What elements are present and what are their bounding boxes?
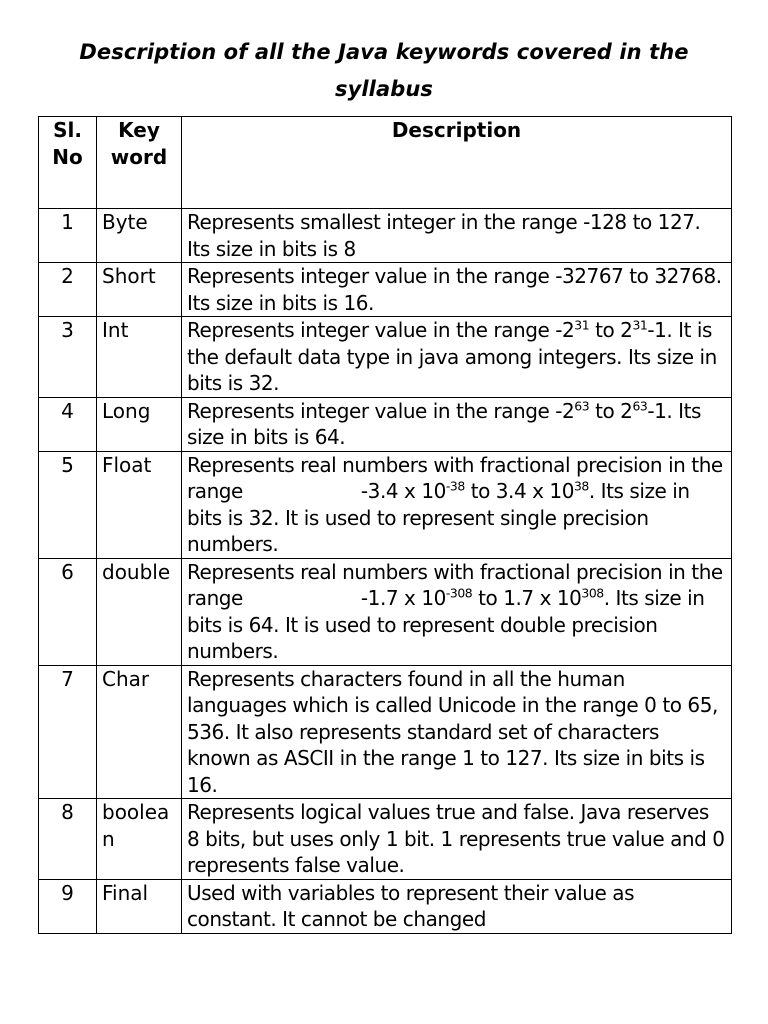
row-sl-no: 5 <box>39 451 97 558</box>
row-description <box>182 665 732 799</box>
row-description <box>182 451 732 558</box>
table-row <box>39 209 732 263</box>
description-text: . Its size in bits is 32. It is used to represent single precision numbers. <box>187 479 690 556</box>
row-keyword: double <box>97 558 182 665</box>
description-text: Represents integer value in the range -2 <box>187 318 575 342</box>
table-row <box>39 317 732 398</box>
header-description: Description <box>182 117 732 209</box>
description-superscript: 38 <box>573 478 589 494</box>
table-row <box>39 665 732 799</box>
row-sl-no: 9 <box>39 879 97 933</box>
keywords-table <box>38 116 732 934</box>
row-keyword: Long <box>97 397 182 451</box>
description-superscript: -308 <box>445 585 473 601</box>
description-text: Represents real numbers with fractional precision in the range <box>187 559 723 610</box>
row-description <box>182 317 732 398</box>
table-row <box>39 799 732 880</box>
row-sl-no: 6 <box>39 558 97 665</box>
table-row <box>39 451 732 558</box>
table-row <box>39 558 732 665</box>
row-sl-no: 4 <box>39 397 97 451</box>
description-superscript: 31 <box>632 317 648 333</box>
description-superscript: 63 <box>632 397 648 413</box>
row-sl-no: 7 <box>39 665 97 799</box>
header-sl-no: Sl. No <box>39 117 97 209</box>
row-keyword: Int <box>97 317 182 398</box>
description-text: Represents smallest integer in the range -128 to 127. Its size in bits is 8 <box>187 210 701 261</box>
description-superscript: 31 <box>574 317 590 333</box>
row-keyword: Final <box>97 879 182 933</box>
row-description <box>182 397 732 451</box>
row-description <box>182 558 732 665</box>
row-keyword: Byte <box>97 209 182 263</box>
row-sl-no: 3 <box>39 317 97 398</box>
description-text: to 2 <box>589 318 633 342</box>
description-text: to 2 <box>589 398 633 423</box>
description-text: to 1.7 x 10 <box>472 586 582 610</box>
description-text: -1.7 x 10 <box>360 586 446 610</box>
description-text: -3.4 x 10 <box>360 479 446 503</box>
description-text: Represents real numbers with fractional precision in the range <box>187 452 723 503</box>
table-body <box>39 209 732 934</box>
header-keyword: Key word <box>97 117 182 209</box>
description-text: Represents logical values true and false. Java reserves 8 bits, but uses only 1 bit. 1 represents true value and 0 represents false value. <box>187 800 725 877</box>
description-text: Represents integer value in the range -2 <box>187 398 575 423</box>
row-keyword: Float <box>97 451 182 558</box>
table-row <box>39 397 732 451</box>
row-sl-no: 8 <box>39 799 97 880</box>
description-text: -1. It is the default data type in java among integers. Its size in bits is 32. <box>187 318 717 395</box>
row-description <box>182 263 732 317</box>
row-description <box>182 799 732 880</box>
table-row <box>39 879 732 933</box>
row-description <box>182 879 732 933</box>
description-text: Used with variables to represent their value as constant. It cannot be changed <box>187 880 635 931</box>
description-text: to 3.4 x 10 <box>464 479 574 503</box>
description-text: . Its size in bits is 64. It is used to represent double precision numbers. <box>187 586 705 663</box>
description-text: -1. Its size in bits is 64. <box>187 398 701 449</box>
description-superscript: 63 <box>574 397 590 413</box>
description-text: Represents characters found in all the human languages which is called Unicode in the range 0 to 65, 536. It also represents standard set of characters known as ASCII in the range 1 to 127. Its size in bits is 16. <box>187 666 718 797</box>
row-keyword: boolean <box>97 799 182 880</box>
table-header-row <box>39 117 732 209</box>
description-superscript: -38 <box>445 478 465 494</box>
description-superscript: 308 <box>581 585 604 601</box>
table-row <box>39 263 732 317</box>
row-sl-no: 2 <box>39 263 97 317</box>
page-title: Description of all the Java keywords covered in the syllabus <box>79 40 689 101</box>
description-text: Represents integer value in the range -32767 to 32768. Its size in bits is 16. <box>187 264 722 315</box>
row-description <box>182 209 732 263</box>
row-sl-no: 1 <box>39 209 97 263</box>
row-keyword: Char <box>97 665 182 799</box>
row-keyword: Short <box>97 263 182 317</box>
